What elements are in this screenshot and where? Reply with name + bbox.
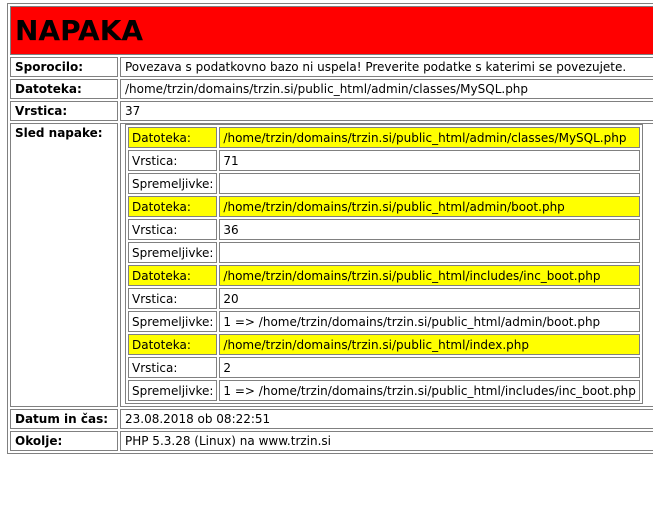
trace-vars-value: 1 => /home/trzin/domains/trzin.si/public_html/includes/inc_boot.php [219, 380, 639, 401]
trace-file-value: /home/trzin/domains/trzin.si/public_html/index.php [219, 334, 639, 355]
message-label: Sporocilo: [10, 57, 118, 77]
header-cell [10, 6, 653, 55]
file-value: /home/trzin/domains/trzin.si/public_html/admin/classes/MySQL.php [120, 79, 653, 99]
trace-file-value: /home/trzin/domains/trzin.si/public_html/includes/inc_boot.php [219, 265, 639, 286]
trace-file-row [128, 265, 640, 286]
trace-vars-value [219, 173, 639, 194]
file-label: Datoteka: [10, 79, 118, 99]
trace-line-row [128, 219, 640, 240]
trace-line-label: Vrstica: [128, 150, 217, 171]
trace-line-row [128, 288, 640, 309]
trace-line-value: 20 [219, 288, 639, 309]
trace-file-label: Datoteka: [128, 196, 217, 217]
message-row [10, 57, 653, 77]
trace-vars-label: Spremeljivke: [128, 173, 217, 194]
trace-file-label: Datoteka: [128, 334, 217, 355]
trace-file-value: /home/trzin/domains/trzin.si/public_html/admin/boot.php [219, 196, 639, 217]
line-row [10, 101, 653, 121]
line-value: 37 [120, 101, 653, 121]
message-value: Povezava s podatkovno bazo ni uspela! Preverite podatke s katerimi se povezujete. [120, 57, 653, 77]
trace-vars-row [128, 173, 640, 194]
trace-file-label: Datoteka: [128, 127, 217, 148]
trace-cell [120, 123, 653, 407]
trace-line-row [128, 357, 640, 378]
header-row [10, 6, 653, 55]
trace-line-label: Vrstica: [128, 219, 217, 240]
trace-vars-row [128, 311, 640, 332]
trace-file-row [128, 334, 640, 355]
page-title: NAPAKA [15, 14, 144, 47]
trace-file-label: Datoteka: [128, 265, 217, 286]
trace-row [10, 123, 653, 407]
trace-table [125, 124, 643, 404]
trace-vars-label: Spremeljivke: [128, 380, 217, 401]
error-table [7, 3, 653, 454]
trace-vars-label: Spremeljivke: [128, 242, 217, 263]
datetime-label: Datum in čas: [10, 409, 118, 429]
trace-file-value: /home/trzin/domains/trzin.si/public_html/admin/classes/MySQL.php [219, 127, 639, 148]
trace-line-row [128, 150, 640, 171]
trace-line-value: 36 [219, 219, 639, 240]
trace-vars-row [128, 242, 640, 263]
trace-vars-row [128, 380, 640, 401]
trace-vars-value: 1 => /home/trzin/domains/trzin.si/public_html/admin/boot.php [219, 311, 639, 332]
trace-file-row [128, 127, 640, 148]
trace-line-label: Vrstica: [128, 288, 217, 309]
line-label: Vrstica: [10, 101, 118, 121]
error-report [7, 3, 653, 454]
trace-line-value: 2 [219, 357, 639, 378]
trace-vars-label: Spremeljivke: [128, 311, 217, 332]
trace-line-label: Vrstica: [128, 357, 217, 378]
environment-value: PHP 5.3.28 (Linux) na www.trzin.si [120, 431, 653, 451]
trace-vars-value [219, 242, 639, 263]
environment-row [10, 431, 653, 451]
trace-file-row [128, 196, 640, 217]
file-row [10, 79, 653, 99]
trace-label: Sled napake: [10, 123, 118, 407]
datetime-row [10, 409, 653, 429]
datetime-value: 23.08.2018 ob 08:22:51 [120, 409, 653, 429]
environment-label: Okolje: [10, 431, 118, 451]
trace-line-value: 71 [219, 150, 639, 171]
